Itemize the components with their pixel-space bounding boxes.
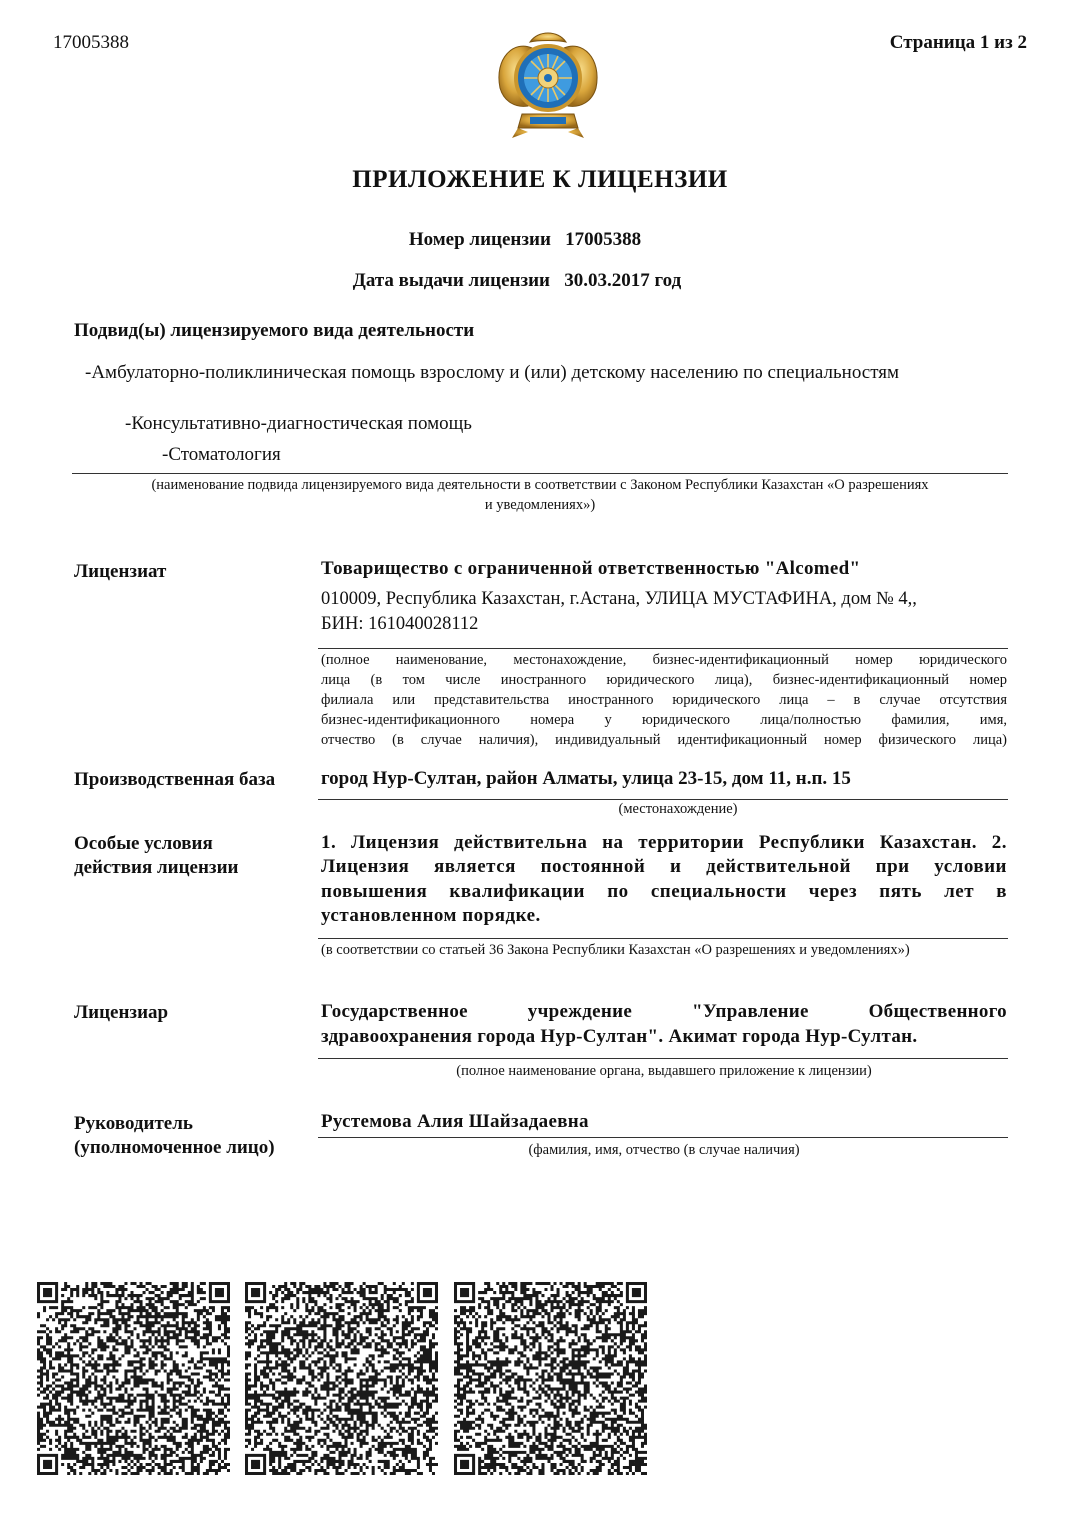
activity-note xyxy=(72,475,1008,515)
special-conditions-label-line-1: Особые условия xyxy=(74,833,213,854)
license-number-line xyxy=(0,229,1050,251)
licensee-name: Товарищество с ограниченной ответственностью "Alcomed" xyxy=(321,558,861,579)
special-conditions-rule xyxy=(318,938,1008,939)
licensee-label: Лицензиат xyxy=(74,561,167,582)
licensee-note-line: отчество (в случае наличия), индивидуальный идентификационный номер физического лица) xyxy=(321,732,1007,748)
licensee-rule xyxy=(318,648,1008,649)
issue-date-value: 30.03.2017 год xyxy=(564,270,682,291)
activity-note-line-1: (наименование подвида лицензируемого вида деятельности в соответствии с Законом Республики Казахстан «О разрешениях xyxy=(151,477,929,493)
licensee-bin: БИН: 161040028112 xyxy=(321,614,479,634)
licensee-note-line: бизнес-идентификационного номера у юридического лица/полностью фамилия, имя, xyxy=(321,712,1007,728)
activity-heading: Подвид(ы) лицензируемого вида деятельности xyxy=(74,320,475,341)
licensor-text xyxy=(321,999,1007,1049)
doc-id: 17005388 xyxy=(53,32,129,53)
activity-note-line-2: и уведомлениях») xyxy=(484,497,596,513)
special-conditions-line: 1. Лицензия действительна на территории Республики Казахстан. 2. xyxy=(321,832,1007,853)
licensor-line-2: здравоохранения города Нур-Султан". Акимат города Нур-Султан. xyxy=(321,1026,918,1047)
head-rule xyxy=(318,1137,1008,1138)
licensee-note-line: (полное наименование, местонахождение, бизнес-идентификационный номер юридического xyxy=(321,652,1007,668)
head-label xyxy=(74,1112,314,1160)
issue-date-line xyxy=(0,270,1034,292)
activity-item-1 xyxy=(85,362,899,384)
qr-code-icon xyxy=(37,1282,230,1475)
special-conditions-label-line-2: действия лицензии xyxy=(74,857,239,878)
head-note: (фамилия, имя, отчество (в случае наличия) xyxy=(528,1142,800,1158)
licensor-label: Лицензиар xyxy=(74,1002,169,1023)
licensee-note xyxy=(321,650,1007,750)
dash-mark: - xyxy=(85,362,92,383)
special-conditions-text xyxy=(321,831,1007,928)
activity-item-2 xyxy=(125,413,472,435)
head-label-line-1: Руководитель xyxy=(74,1113,193,1134)
qr-code-icon xyxy=(454,1282,647,1475)
licensee-note-line: филиала или представительства иностранного юридического лица – в случае отсутствия xyxy=(321,692,1007,708)
activity-item-text: Консультативно-диагностическая помощь xyxy=(131,413,472,434)
license-number-label: Номер лицензии xyxy=(408,229,551,250)
kazakhstan-state-emblem-icon xyxy=(492,28,604,142)
activity-item-text: Стоматология xyxy=(168,444,281,465)
production-base-label: Производственная база xyxy=(74,769,276,790)
page-label: Страница 1 из 2 xyxy=(889,32,1027,53)
document-title: ПРИЛОЖЕНИЕ К ЛИЦЕНЗИИ xyxy=(352,166,728,193)
production-base-value: город Нур-Султан, район Алматы, улица 23-15, дом 11, н.п. 15 xyxy=(321,768,851,789)
qr-code-icon xyxy=(245,1282,438,1475)
special-conditions-line: Лицензия является постоянной и действительной при условии xyxy=(321,856,1007,878)
head-label-line-2: (уполномоченное лицо) xyxy=(74,1137,275,1158)
licensee-note-line: лица (в том числе иностранного юридического лица), бизнес-идентификационный номер xyxy=(321,672,1007,688)
licensor-rule xyxy=(318,1058,1008,1059)
special-conditions-line: повышения квалификации по специальности через пять лет в xyxy=(321,880,1007,902)
special-conditions-label xyxy=(74,832,314,880)
special-conditions-line: установленном порядке. xyxy=(321,904,541,926)
activity-item-3 xyxy=(162,444,281,466)
dash-mark: - xyxy=(125,413,132,434)
dash-mark: - xyxy=(162,444,169,465)
head-value: Рустемова Алия Шайзадаевна xyxy=(321,1111,589,1132)
license-number-value: 17005388 xyxy=(565,229,642,250)
activity-rule xyxy=(72,473,1008,474)
activity-item-text: Амбулаторно-поликлиническая помощь взрослому и (или) детскому населению по специальностям xyxy=(91,362,900,383)
production-base-note: (местонахождение) xyxy=(618,801,738,817)
licensee-address: 010009, Республика Казахстан, г.Астана, УЛИЦА МУСТАФИНА, дом № 4,, xyxy=(321,589,917,609)
licensor-line-1: Государственное учреждение "Управление Общественного xyxy=(321,1001,1007,1022)
issue-date-label: Дата выдачи лицензии xyxy=(352,270,550,291)
special-conditions-note: (в соответствии со статьей 36 Закона Республики Казахстан «О разрешениях и уведомлениях») xyxy=(321,942,910,958)
licensor-note: (полное наименование органа, выдавшего приложение к лицензии) xyxy=(456,1063,872,1079)
